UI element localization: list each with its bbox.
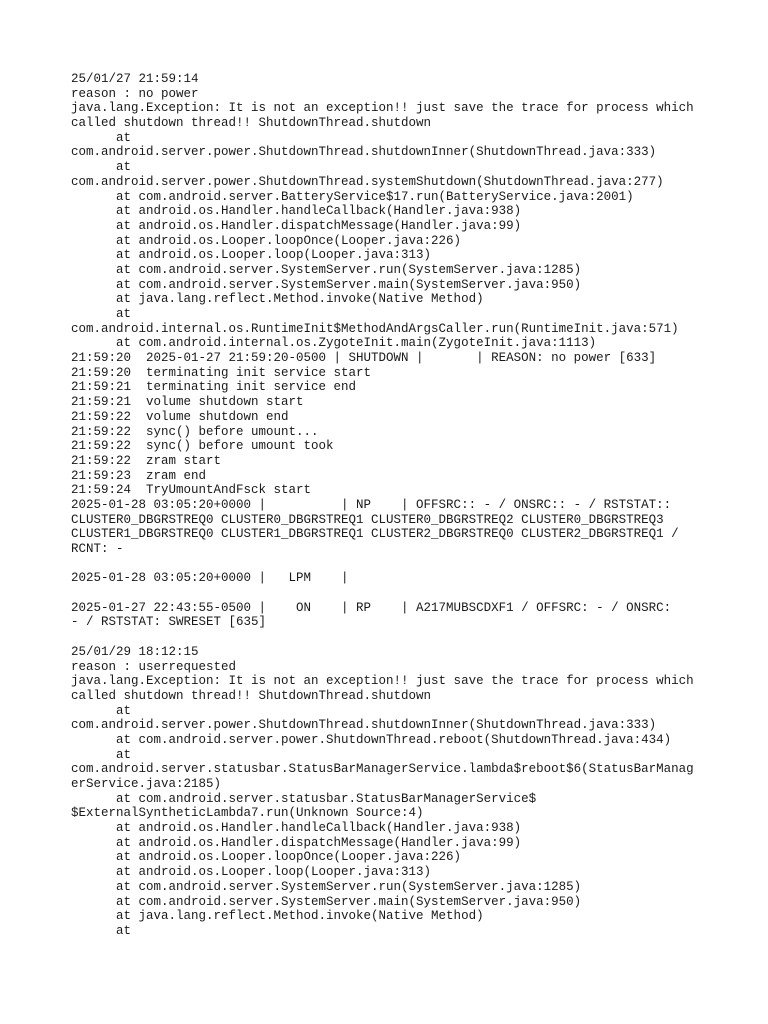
log-line <box>71 557 711 572</box>
log-line: at android.os.Handler.dispatchMessage(Handler.java:99) <box>71 835 522 850</box>
log-line: $ExternalSyntheticLambda7.run(Unknown Source:4) <box>71 806 424 821</box>
log-line: 21:59:22 volume shutdown end <box>71 409 289 424</box>
log-line: 21:59:22 sync() before umount... <box>71 424 319 439</box>
log-line: 2025-01-28 03:05:20+0000 | LPM | <box>71 571 349 586</box>
log-line: at com.android.internal.os.ZygoteInit.main(ZygoteInit.java:1113) <box>71 336 597 351</box>
log-line: reason : no power <box>71 86 199 101</box>
log-line: at <box>71 747 132 762</box>
log-line: at com.android.server.statusbar.StatusBarManagerService$ <box>71 791 537 806</box>
log-line: CLUSTER1_DBGRSTREQ0 CLUSTER1_DBGRSTREQ1 CLUSTER2_DBGRSTREQ0 CLUSTER2_DBGRSTREQ1 / <box>71 527 679 542</box>
log-line: 21:59:22 sync() before umount took <box>71 439 334 454</box>
log-line <box>71 630 711 645</box>
log-line <box>71 586 711 601</box>
log-line: at com.android.server.SystemServer.main(SystemServer.java:950) <box>71 277 582 292</box>
log-line: at com.android.server.SystemServer.main(SystemServer.java:950) <box>71 894 582 909</box>
log-document <box>71 72 711 939</box>
log-line: com.android.server.power.ShutdownThread.shutdownInner(ShutdownThread.java:333) <box>71 718 657 733</box>
log-line: at <box>71 160 132 175</box>
log-line: at java.lang.reflect.Method.invoke(Native Method) <box>71 292 484 307</box>
log-line: com.android.server.power.ShutdownThread.shutdownInner(ShutdownThread.java:333) <box>71 145 657 160</box>
log-line: 25/01/27 21:59:14 <box>71 72 199 86</box>
log-line: RCNT: - <box>71 542 124 556</box>
log-line: called shutdown thread!! ShutdownThread.shutdown <box>71 688 432 703</box>
log-line: erService.java:2185) <box>71 777 222 791</box>
log-line: CLUSTER0_DBGRSTREQ0 CLUSTER0_DBGRSTREQ1 CLUSTER0_DBGRSTREQ2 CLUSTER0_DBGRSTREQ3 <box>71 512 664 527</box>
log-line: at com.android.server.SystemServer.run(SystemServer.java:1285) <box>71 879 582 894</box>
log-line: at <box>71 703 132 718</box>
log-line: 21:59:23 zram end <box>71 468 207 483</box>
log-line: at com.android.server.BatteryService$17.run(BatteryService.java:2001) <box>71 189 634 204</box>
log-line: java.lang.Exception: It is not an exception!! just save the trace for process which <box>71 674 694 689</box>
log-line: at java.lang.reflect.Method.invoke(Native Method) <box>71 909 484 924</box>
log-line: called shutdown thread!! ShutdownThread.shutdown <box>71 116 432 131</box>
log-line: 21:59:20 terminating init service start <box>71 365 372 380</box>
log-line: at android.os.Looper.loop(Looper.java:313) <box>71 248 432 263</box>
log-line: 25/01/29 18:12:15 <box>71 644 199 659</box>
log-line: at android.os.Handler.dispatchMessage(Handler.java:99) <box>71 218 522 233</box>
log-line: at android.os.Looper.loop(Looper.java:313) <box>71 865 432 880</box>
log-line: com.android.server.statusbar.StatusBarManagerService.lambda$reboot$6(StatusBarManag <box>71 762 694 777</box>
log-line: at com.android.server.power.ShutdownThread.reboot(ShutdownThread.java:434) <box>71 732 672 747</box>
log-line: 2025-01-28 03:05:20+0000 | | NP | OFFSRC:: - / ONSRC:: - / RSTSTAT:: <box>71 497 672 512</box>
log-line: com.android.internal.os.RuntimeInit$MethodAndArgsCaller.run(RuntimeInit.java:571) <box>71 321 679 336</box>
log-line: at android.os.Looper.loopOnce(Looper.java:226) <box>71 233 462 248</box>
log-line: 2025-01-27 22:43:55-0500 | ON | RP | A217MUBSCDXF1 / OFFSRC: - / ONSRC: <box>71 600 672 615</box>
log-line: 21:59:24 TryUmountAndFsck start <box>71 483 312 498</box>
log-line: - / RSTSTAT: SWRESET [635] <box>71 615 267 630</box>
log-line: 21:59:21 terminating init service end <box>71 380 357 395</box>
log-line: at com.android.server.SystemServer.run(SystemServer.java:1285) <box>71 262 582 277</box>
log-line: 21:59:20 2025-01-27 21:59:20-0500 | SHUTDOWN | | REASON: no power [633] <box>71 351 657 366</box>
log-line: at android.os.Handler.handleCallback(Handler.java:938) <box>71 204 522 219</box>
log-line: at android.os.Looper.loopOnce(Looper.java:226) <box>71 850 462 865</box>
log-line: 21:59:21 volume shutdown start <box>71 395 304 410</box>
log-line: at android.os.Handler.handleCallback(Handler.java:938) <box>71 821 522 836</box>
log-line: com.android.server.power.ShutdownThread.systemShutdown(ShutdownThread.java:277) <box>71 174 664 189</box>
log-line: at <box>71 130 132 145</box>
log-line: at <box>71 307 132 321</box>
log-line: java.lang.Exception: It is not an exception!! just save the trace for process which <box>71 101 694 116</box>
log-line: at <box>71 923 132 938</box>
log-line: 21:59:22 zram start <box>71 453 222 468</box>
log-line: reason : userrequested <box>71 659 237 674</box>
